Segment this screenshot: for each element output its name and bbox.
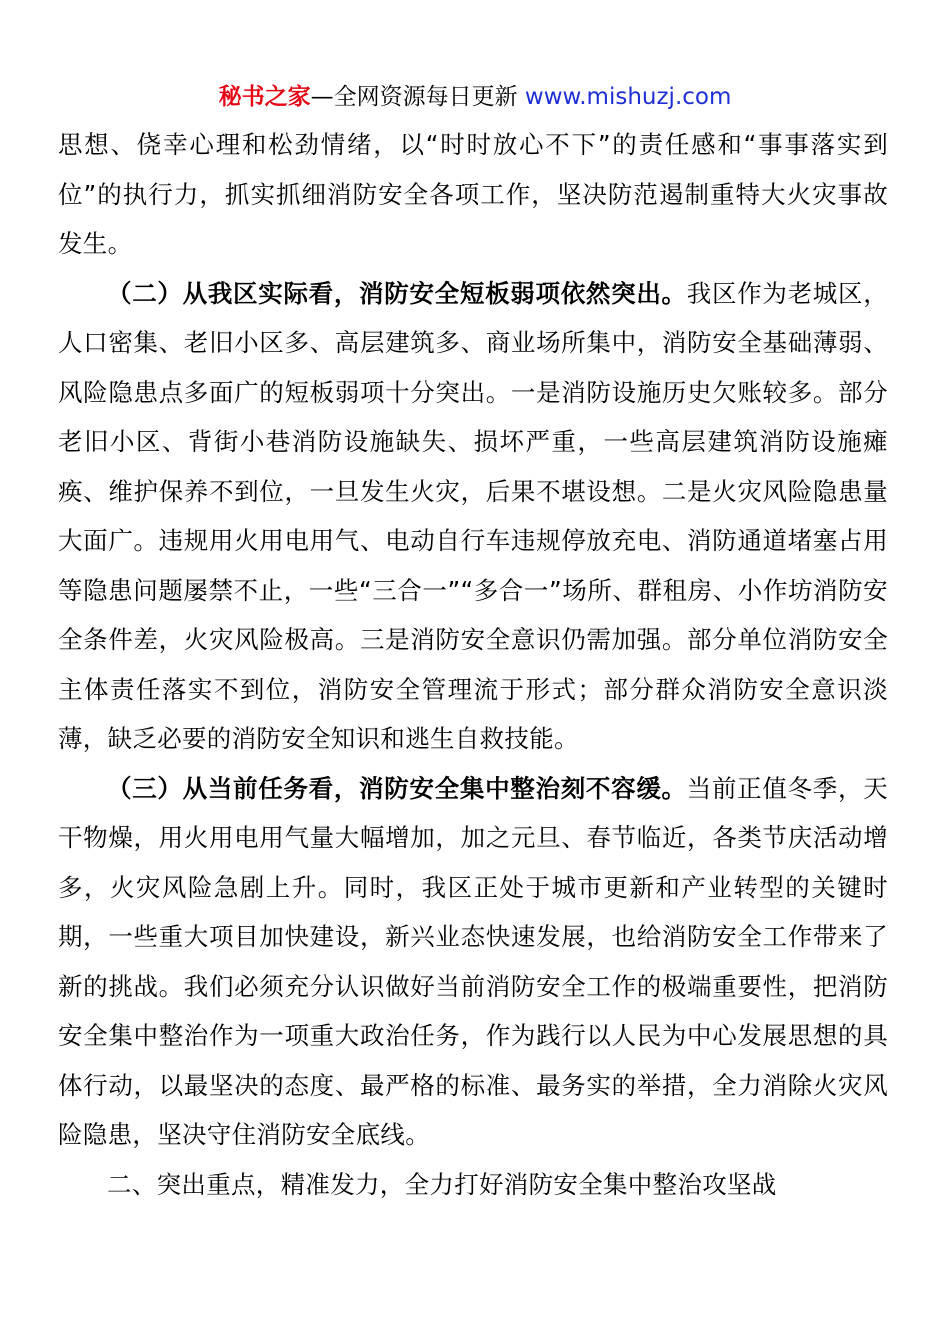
part-2-heading: 二、突出重点，精准发力，全力打好消防安全集中整治攻坚战 <box>107 1169 777 1199</box>
document-body <box>58 120 888 1209</box>
section-2-body: 我区作为老城区，人口密集、老旧小区多、高层建筑多、商业场所集中，消防安全基础薄弱、风险隐患点多面广的短板弱项十分突出。一是消防设施历史欠账较多。部分老旧小区、背街小巷消防设施缺失、损坏严重，一些高层建筑消防设施瘫痪、维护保养不到位，一旦发生火灾，后果不堪设想。二是火灾风险隐患量大面广。违规用火用电用气、电动自行车违规停放充电、消防通道堵塞占用等隐患问题屡禁不止，一些“三合一”“多合一”场所、群租房、小作坊消防安全条件差，火灾风险极高。三是消防安全意识仍需加强。部分单位消防安全主体责任落实不到位，消防安全管理流于形式；部分群众消防安全意识淡薄，缺乏必要的消防安全知识和逃生自救技能。 <box>58 278 888 753</box>
site-header <box>0 82 950 112</box>
section-3-body: 当前正值冬季，天干物燥，用火用电用气量大幅增加，加之元旦、春节临近，各类节庆活动增多，火灾风险急剧上升。同时，我区正处于城市更新和产业转型的关键时期，一些重大项目加快建设，新兴业态快速发展，也给消防安全工作带来了新的挑战。我们必须充分认识做好当前消防安全工作的极端重要性，把消防安全集中整治作为一项重大政治任务，作为践行以人民为中心发展思想的具体行动，以最坚决的态度、最严格的标准、最务实的举措，全力消除火灾风险隐患，坚决守住消防安全底线。 <box>58 773 888 1149</box>
section-3-heading: （三）从当前任务看，消防安全集中整治刻不容缓。 <box>107 773 687 803</box>
site-url-link[interactable]: www.mishuzj.com <box>524 84 732 110</box>
site-tagline: —全网资源每日更新 <box>310 84 525 110</box>
paragraph-section-2 <box>58 269 888 764</box>
paragraph-continuation: 思想、侥幸心理和松劲情绪，以“时时放心不下”的责任感和“事事落实到位”的执行力，抓实抓细消防安全各项工作，坚决防范遏制重特大火灾事故发生。 <box>58 130 888 258</box>
site-brand: 秘书之家 <box>218 84 311 110</box>
section-2-heading: （二）从我区实际看，消防安全短板弱项依然突出。 <box>107 278 687 308</box>
paragraph-section-3 <box>58 764 888 1160</box>
